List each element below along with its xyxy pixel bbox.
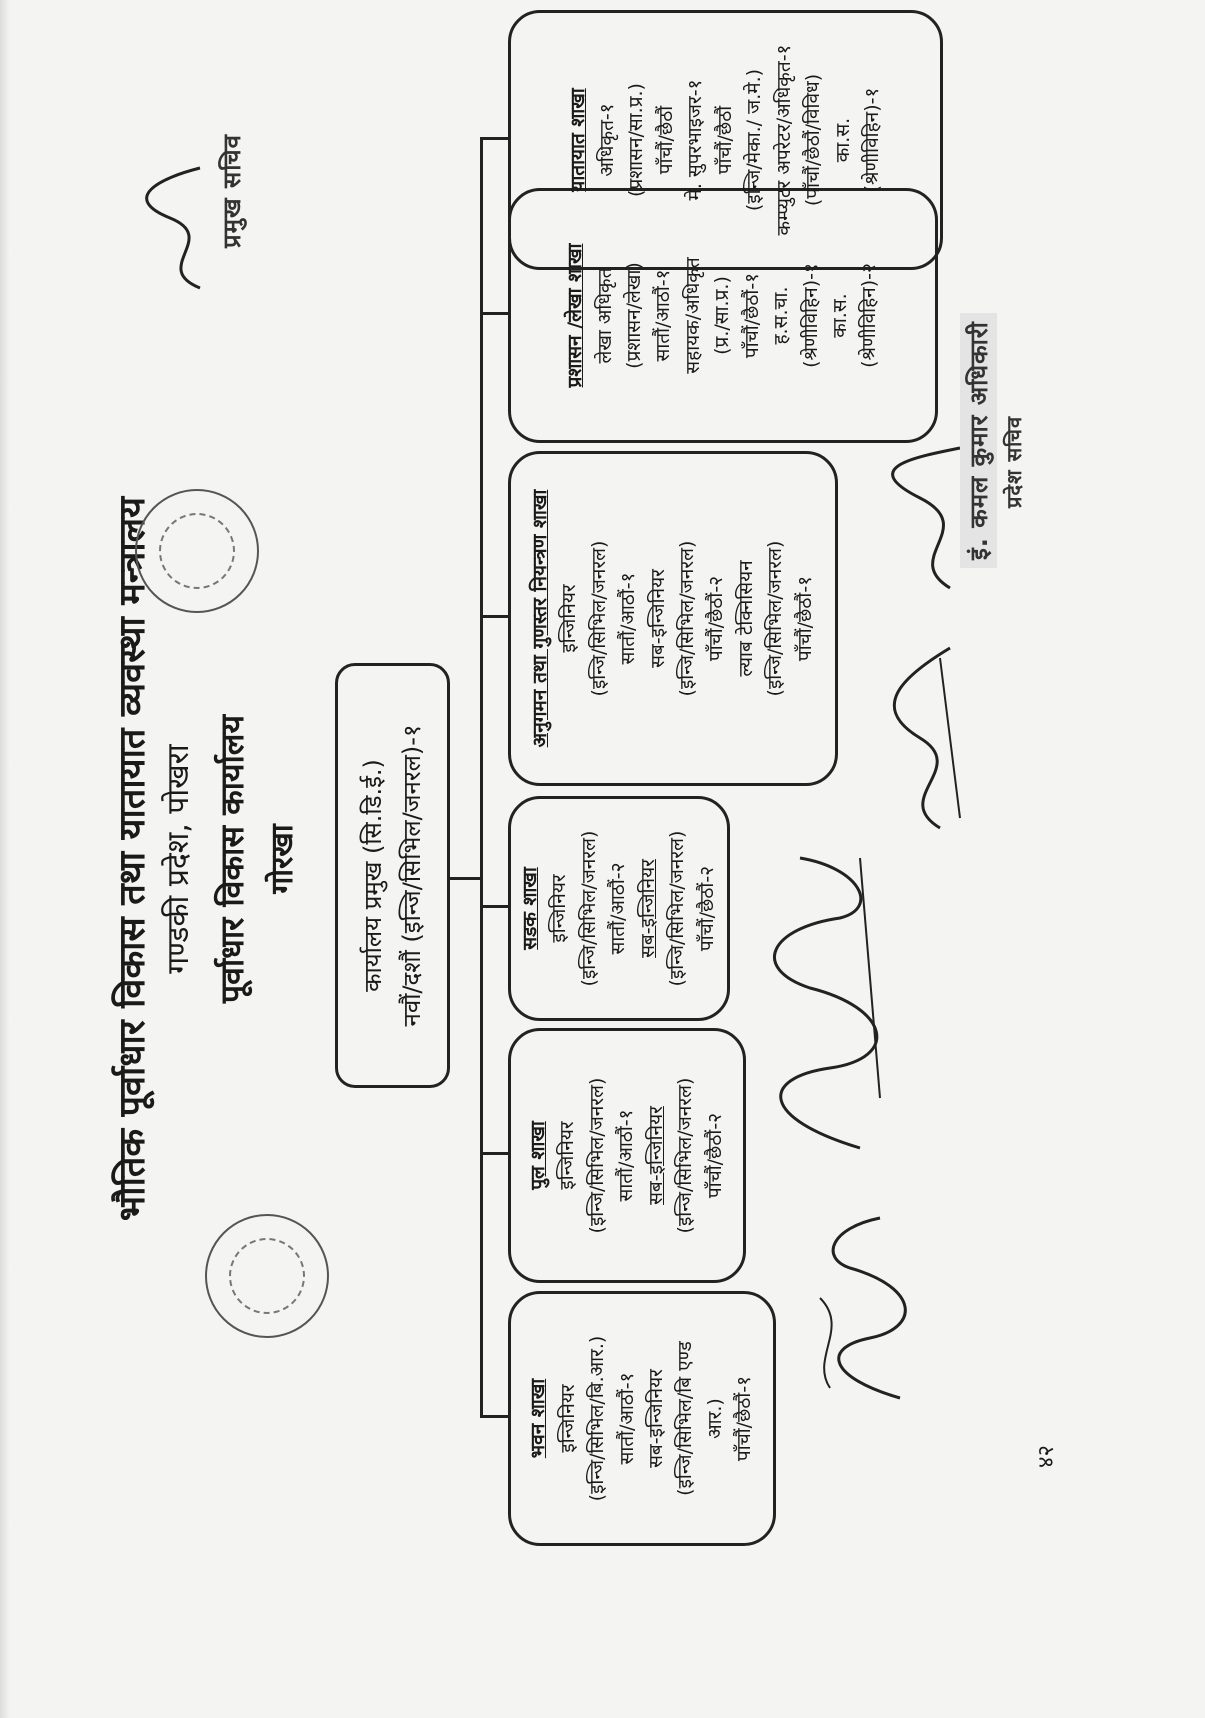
branch-line: इन्जिनियर: [548, 874, 571, 943]
branch-line: सब-इन्जिनियर: [646, 569, 669, 668]
chief-title: कार्यालय प्रमुख (सि.डि.ई.): [359, 759, 388, 992]
seal-ring-icon: [229, 1238, 305, 1314]
signature-3: [880, 638, 990, 838]
stamp-secretary-top: प्रमुख सचिव: [218, 133, 246, 248]
branch-line: आर.): [703, 1398, 726, 1439]
branch-drop-connector: [480, 313, 508, 316]
ministry-title: भौतिक पूर्वाधार विकास तथा यातायात व्यवस्था मन्त्रालय: [112, 496, 153, 1222]
branch-box: [508, 451, 838, 786]
branch-line: (इन्जि/सिभिल/जनरल): [585, 1077, 608, 1234]
branch-line: पाँचौं/छैठौं: [654, 105, 677, 175]
branch-line: (इन्जि/सिभिल/जनरल): [587, 540, 610, 697]
branch-line: (प्रशासन/लेखा): [622, 262, 645, 369]
branch-line: (प्र./सा.प्र.): [711, 276, 734, 355]
branch-line: सहायक/अधिकृत: [681, 257, 704, 374]
branch-box: [508, 10, 943, 270]
branch-line: सातौं/आठौं-२: [607, 862, 630, 955]
branch-drop-connector: [480, 1153, 508, 1156]
office-seal-left: [205, 1214, 329, 1338]
office-title: पूर्वाधार विकास कार्यालय: [213, 714, 251, 1004]
branch-line: सातौं/आठौं-१: [617, 572, 640, 665]
branch-line: कम्प्युटर अपरेटर/अधिकृत-१: [772, 44, 795, 236]
branch-line: ल्याब टेक्निसियन: [734, 560, 757, 677]
stamp-officer-title: प्रदेश सचिव: [1002, 415, 1026, 508]
branch-line: (प्रशासन/सा.प्र.): [625, 83, 648, 197]
branch-line: (श्रेणीविहिन)-२: [858, 263, 881, 368]
branch-name: अनुगमन तथा गुणस्तर नियन्त्रण शाखा: [528, 489, 551, 748]
branch-line: (इन्जि/मेका./ ज.मे.): [743, 68, 766, 212]
branch-line: (इन्जि/सिभिल/जनरल): [676, 540, 698, 697]
branch-line: (पाँचौं/छैठौं/विविध): [802, 73, 825, 207]
branch-line: लेखा अधिकृत: [593, 267, 616, 364]
page-number: ४२: [1034, 1445, 1059, 1468]
branch-name: यातायात शाखा: [566, 88, 589, 192]
scan-edge: [0, 0, 10, 1718]
branch-line: पाँचौं/छैठौं-१: [793, 575, 816, 662]
branch-name: भवन शाखा: [527, 1378, 550, 1459]
signature-1: [790, 1178, 940, 1418]
branch-line: सातौं/आठौं-१: [652, 269, 675, 362]
district-title: गोरखा: [265, 824, 300, 894]
branch-line: (इन्जि/सिभिल/बि.आर.): [586, 1335, 609, 1502]
branch-line: ह.स.चा.: [770, 286, 793, 345]
branch-drop-connector: [480, 137, 508, 140]
branch-line: पाँचौं/छैठौं-२: [695, 865, 718, 952]
branch-line: सातौं/आठौं-१: [615, 1109, 638, 1202]
branch-line: मे. सुपरभाइजर-१: [684, 79, 707, 201]
seal-ring-icon: [159, 513, 235, 589]
branch-line: अधिकृत-१: [596, 103, 619, 177]
branch-line: (इन्जि/सिभिल/जनरल): [674, 1077, 697, 1234]
branch-name: प्रशासन /लेखा शाखा: [564, 243, 587, 388]
branch-line: (इन्जि/सिभिल/जनरल): [666, 830, 689, 987]
branch-line: पाँचौं/छैठौं-२: [705, 575, 728, 662]
branch-bus-line: [480, 137, 483, 1419]
branch-line: पाँचौं/छैठौं-२: [703, 1112, 726, 1199]
branch-line: का.स.: [829, 293, 852, 338]
branch-line: (श्रेणीविहिन)-१: [799, 263, 822, 368]
branch-line: सातौं/आठौं-१: [615, 1372, 638, 1465]
branch-name: पुल शाखा: [526, 1121, 549, 1190]
branch-line: का.स.: [831, 117, 854, 163]
signature-2: [740, 838, 900, 1158]
office-chief-box: [335, 663, 450, 1088]
branch-line: इन्जिनियर: [556, 1384, 579, 1453]
branch-name: सडक शाखा: [518, 867, 541, 950]
stamp-officer-name: इं. कमल कुमार अधिकारी: [960, 313, 997, 568]
branch-line: इन्जिनियर: [556, 1121, 579, 1190]
branch-box: [508, 1028, 746, 1283]
branch-box: [508, 796, 730, 1021]
branch-line: पाँचौं/छैठौं: [713, 105, 736, 175]
branch-drop-connector: [480, 616, 508, 619]
branch-line: सब-इन्जिनियर: [644, 1106, 667, 1205]
province-title: गण्डकी प्रदेश, पोखरा: [161, 744, 196, 974]
branch-drop-connector: [480, 1416, 508, 1419]
chief-connector: [450, 877, 482, 880]
branch-line: (श्रेणीविहिन)-१: [860, 87, 883, 193]
branch-line: पाँचौं/छैठौं-१: [733, 1375, 756, 1462]
ministry-seal-right: [135, 489, 259, 613]
chief-level: नवौं/दशौं (इन्जि/सिभिल/जनरल)-१: [397, 724, 426, 1027]
branch-line: इन्जिनियर: [558, 584, 581, 653]
branch-line: (इन्जि/सिभिल/बि एण्ड: [674, 1341, 697, 1496]
branch-line: (इन्जि/सिभिल/जनरल): [577, 830, 600, 987]
branch-line: (इन्जि/सिभिल/जनरल): [764, 540, 787, 697]
branch-line: सब-इन्जिनियर: [636, 859, 659, 958]
branch-drop-connector: [480, 906, 508, 909]
branch-line: सब-इन्जिनियर: [645, 1369, 667, 1468]
branch-box: [508, 1291, 776, 1546]
branch-line: पाँचौं/छैठौं-१: [740, 272, 763, 359]
